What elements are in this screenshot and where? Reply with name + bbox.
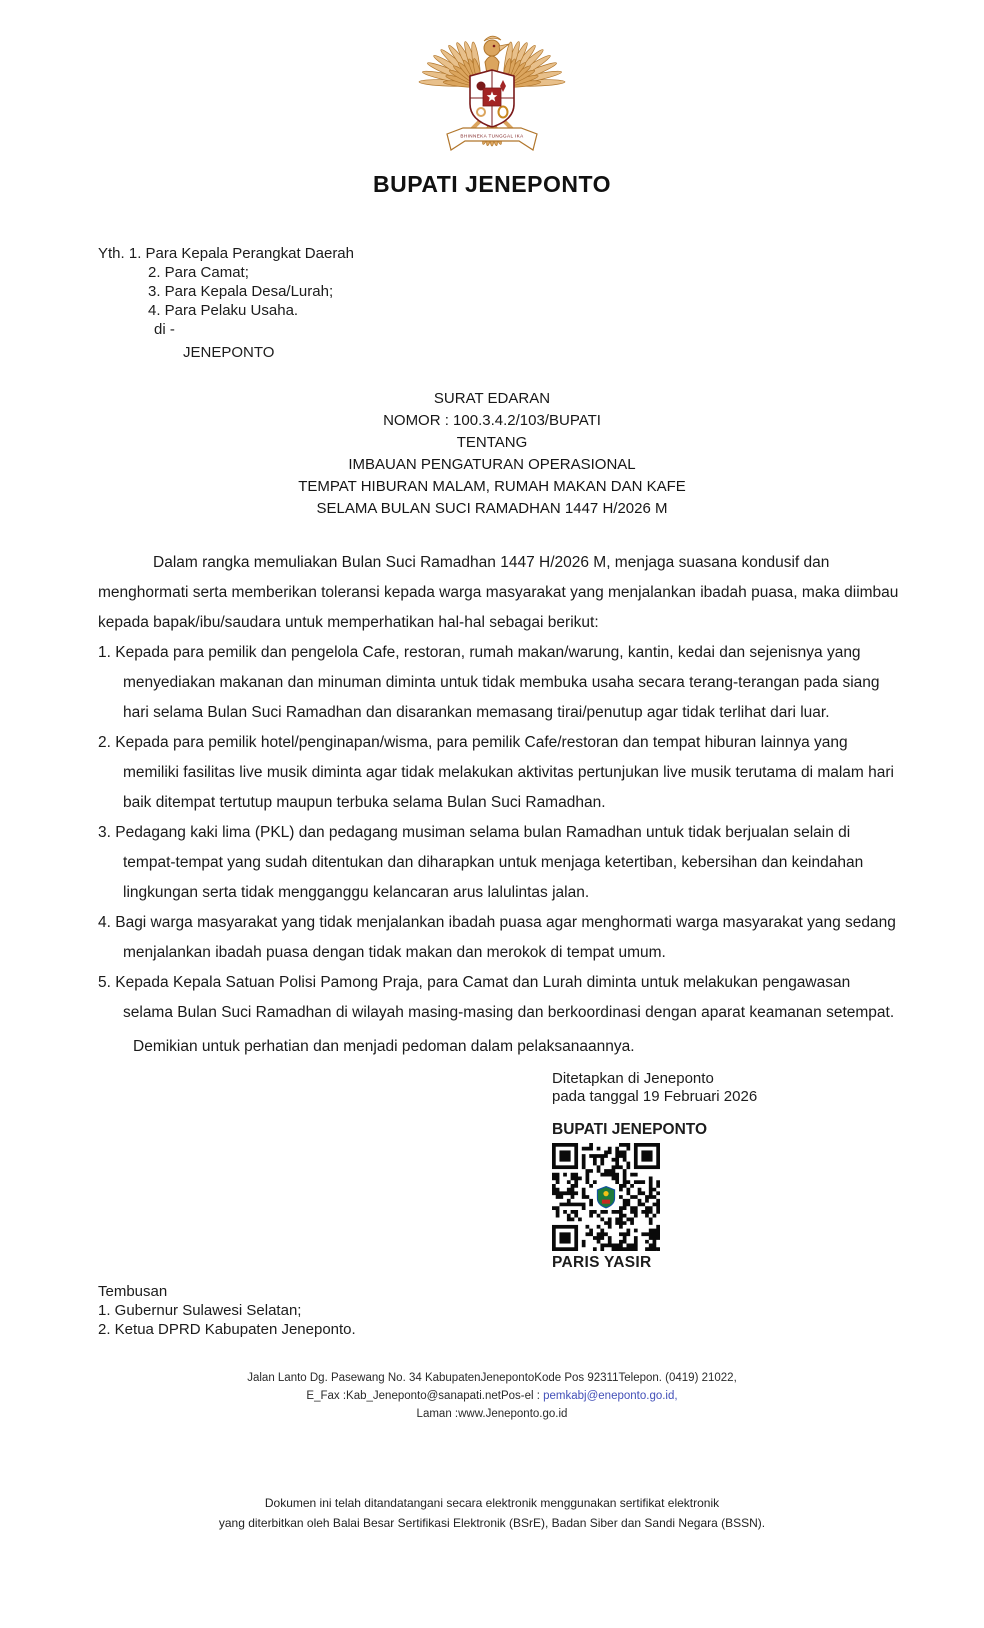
electronic-signature-disclaimer — [0, 1493, 984, 1533]
copies-block — [98, 1282, 984, 1339]
letter-body — [98, 548, 904, 1062]
signer-title: BUPATI JENEPONTO — [552, 1121, 708, 1138]
opening-paragraph: Dalam rangka memuliakan Bulan Suci Ramadhan 1447 H/2026 M, menjaga suasana kondusif dan menghormati serta memberikan toleransi kepada warga masyarakat yang menjalankan ibadah puasa, maka diimbau kepada bapak/ibu/saudara untuk memperhatikan hal-hal sebagai berikut: — [98, 554, 899, 631]
footer-contact — [0, 1387, 984, 1405]
footer-email: pemkabj@eneponto.go.id, — [543, 1390, 678, 1402]
copies-label: Tembusan — [98, 1283, 168, 1300]
doc-title-line: SELAMA BULAN SUCI RAMADHAN 1447 H/2026 M — [316, 500, 668, 517]
office-footer — [0, 1369, 984, 1423]
addressee-line: 4. Para Pelaku Usaha. — [148, 302, 299, 319]
letter-page — [0, 28, 984, 1628]
signature-place: Ditetapkan di Jeneponto — [552, 1070, 714, 1087]
addressee-line: Yth. 1. Para Kepala Perangkat Daerah — [98, 245, 354, 262]
doc-type: SURAT EDARAN — [433, 390, 551, 407]
closing-paragraph: Demikian untuk perhatian dan menjadi pedoman dalam pelaksanaannya. — [133, 1038, 635, 1055]
signature-block — [552, 1070, 984, 1272]
doc-title-line: TEMPAT HIBURAN MALAM, RUMAH MAKAN DAN KAFE — [298, 478, 686, 495]
doc-number: NOMOR : 100.3.4.2/103/BUPATI — [383, 412, 601, 429]
doc-title-line: IMBAUAN PENGATURAN OPERASIONAL — [348, 456, 636, 473]
body-item-3: 3. Pedagang kaki lima (PKL) dan pedagang musiman selama bulan Ramadhan untuk tidak berjualan selain di tempat-tempat yang sudah ditentukan dan diharapkan untuk menjaga ketertiban, kebersihan dan keindahan lingkungan serta tidak mengganggu kelancaran arus lalulintas jalan. — [98, 824, 864, 901]
disclaimer-line: Dokumen ini telah ditandatangani secara elektronik menggunakan sertifikat elektronik — [264, 1496, 720, 1510]
addressee-line: 3. Para Kepala Desa/Lurah; — [148, 283, 334, 300]
copies-item: 1. Gubernur Sulawesi Selatan; — [98, 1302, 302, 1319]
subject-block — [0, 388, 984, 520]
addressee-location: JENEPONTO — [183, 344, 275, 361]
about-label: TENTANG — [456, 434, 528, 451]
body-item-1: 1. Kepada para pemilik dan pengelola Cafe, restoran, rumah makan/warung, kantin, kedai dan sejenisnya yang menyediakan makanan dan minuman diminta untuk tidak membuka usaha secara terang-terangan pada siang hari selama Bulan Suci Ramadhan dan disarankan memasang tirai/penutup agar tidak terlihat dari luar. — [98, 644, 880, 721]
addressee-line: 2. Para Camat; — [148, 264, 249, 281]
footer-website: Laman :www.Jeneponto.go.id — [416, 1408, 568, 1420]
footer-efax: E_Fax :Kab_Jeneponto@sanapati.netPos-el : — [306, 1390, 544, 1402]
body-item-2: 2. Kepada para pemilik hotel/penginapan/wisma, para pemilik Cafe/restoran dan tempat hiburan lainnya yang memiliki fasilitas live musik diminta agar tidak melakukan aktivitas pertunjukan live musik terutama di malam hari baik ditempat tertutup maupun terbuka selama Bulan Suci Ramadhan. — [98, 734, 894, 811]
letterhead — [417, 28, 567, 165]
addressee-block — [98, 244, 984, 362]
disclaimer-line: yang diterbitkan oleh Balai Besar Sertifikasi Elektronik (BSrE), Badan Siber dan Sandi Negara (BSSN). — [218, 1516, 766, 1530]
garuda-pancasila-emblem-icon — [417, 28, 567, 160]
svg-text:BHINNEKA TUNGGAL IKA: BHINNEKA TUNGGAL IKA — [460, 133, 524, 139]
copies-item: 2. Ketua DPRD Kabupaten Jeneponto. — [98, 1321, 356, 1338]
signer-name: PARIS YASIR — [552, 1254, 652, 1271]
addressee-location-intro: di - — [154, 321, 175, 338]
signature-date: pada tanggal 19 Februari 2026 — [552, 1088, 758, 1105]
body-item-5: 5. Kepada Kepala Satuan Polisi Pamong Praja, para Camat dan Lurah diminta untuk melakukan pengawasan selama Bulan Suci Ramadhan di wilayah masing-masing dan berkoordinasi dengan aparat keamanan setempat. — [98, 974, 895, 1021]
body-item-4: 4. Bagi warga masyarakat yang tidak menjalankan ibadah puasa agar menghormati warga masyarakat yang sedang menjalankan ibadah puasa dengan tidak makan dan merokok di tempat umum. — [98, 914, 896, 961]
office-title: BUPATI JENEPONTO — [372, 171, 612, 197]
footer-address: Jalan Lanto Dg. Pasewang No. 34 KabupatenJenepontoKode Pos 92311Telepon. (0419) 21022, — [247, 1372, 737, 1384]
electronic-signature-qr-code — [552, 1143, 660, 1251]
